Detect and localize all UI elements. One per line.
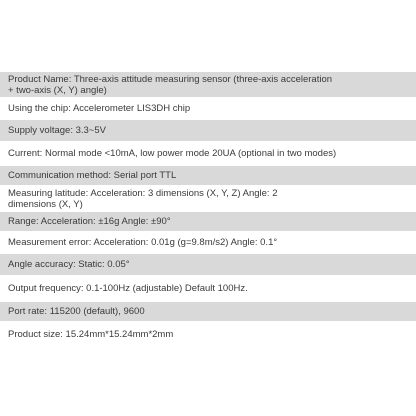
spec-text: Product Name: Three-axis attitude measuring sensor (three-axis acceleration + two-axis (X, Y) angle) — [8, 73, 333, 96]
spec-text: Supply voltage: 3.3~5V — [8, 125, 106, 136]
spec-text: Range: Acceleration: ±16g Angle: ±90° — [8, 216, 171, 227]
spec-list — [0, 72, 416, 348]
spec-row-output-frequency — [0, 276, 416, 302]
spec-row-current — [0, 142, 416, 166]
spec-row-product-name — [0, 72, 416, 98]
spec-text: Measurement error: Acceleration: 0.01g (g=9.8m/s2) Angle: 0.1° — [8, 237, 278, 248]
spec-row-supply-voltage — [0, 120, 416, 142]
spec-row-port-rate — [0, 302, 416, 322]
spec-text: Communication method: Serial port TTL — [8, 170, 177, 181]
spec-row-chip — [0, 98, 416, 120]
spec-row-measuring-latitude — [0, 186, 416, 212]
spec-row-angle-accuracy — [0, 254, 416, 276]
spec-row-communication — [0, 166, 416, 186]
spec-text: Current: Normal mode <10mA, low power mode 20UA (optional in two modes) — [8, 148, 337, 159]
spec-row-measurement-error — [0, 232, 416, 254]
spec-row-range — [0, 212, 416, 232]
spec-text: Measuring latitude: Acceleration: 3 dimensions (X, Y, Z) Angle: 2 dimensions (X, Y) — [8, 187, 278, 210]
spec-text: Angle accuracy: Static: 0.05° — [8, 259, 130, 270]
spec-text: Output frequency: 0.1-100Hz (adjustable) Default 100Hz. — [8, 283, 248, 294]
spec-text: Using the chip: Accelerometer LIS3DH chip — [8, 103, 191, 114]
spec-text: Port rate: 115200 (default), 9600 — [8, 306, 145, 317]
spec-row-product-size — [0, 322, 416, 348]
spec-text: Product size: 15.24mm*15.24mm*2mm — [8, 329, 174, 340]
